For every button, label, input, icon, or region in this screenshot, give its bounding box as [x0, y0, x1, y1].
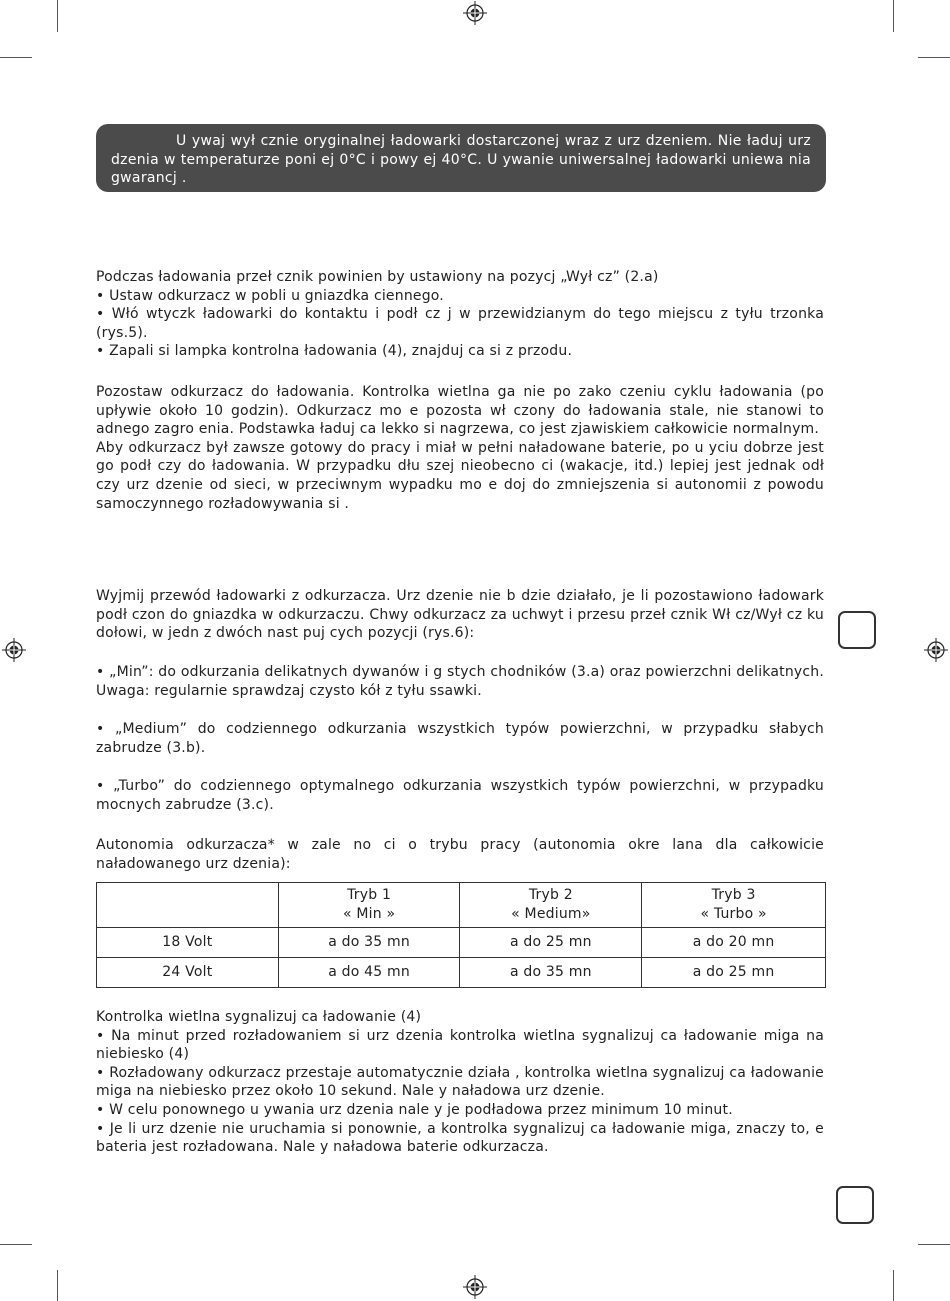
table-cell: a do 20 mn	[642, 928, 826, 958]
crop-mark	[918, 57, 950, 58]
language-tab-box	[838, 611, 876, 649]
table-cell: a do 35 mn	[278, 928, 460, 958]
mode-turbo	[96, 777, 824, 814]
usage-intro	[96, 587, 824, 643]
registration-mark-icon	[463, 1, 487, 25]
indicator-item: • Na minut przed rozładowaniem si urz dzenia kontrolka wietlna sygnalizuj ca ładowanie miga na niebiesko (4)	[96, 1027, 824, 1063]
table-cell: a do 35 mn	[460, 958, 642, 988]
mode-medium-text: • „Medium” do codziennego odkurzania wszystkich typów powierzchni, w przypadku słabych zabrudze (3.b).	[96, 721, 824, 756]
table-header-cell	[642, 883, 826, 928]
charging-step: • Ustaw odkurzacz w pobli u gniazdka ciennego.	[96, 287, 444, 304]
charging-instructions	[96, 268, 824, 361]
mode-min	[96, 663, 824, 700]
charging-notes	[96, 383, 824, 513]
registration-mark-icon	[2, 638, 26, 662]
mode-min-text: • „Min”: do odkurzania delikatnych dywanów i g stych chodników (3.a) oraz powierzchni delikatnych. Uwaga: regularnie sprawdzaj czysto kół z tyłu ssawki.	[96, 664, 824, 699]
indicator-section	[96, 1008, 824, 1157]
crop-mark	[918, 1244, 950, 1245]
mode-name: « Medium»	[511, 906, 591, 922]
charging-intro: Podczas ładowania przeł cznik powinien by ustawiony na pozycj „Wył cz” (2.a)	[96, 269, 659, 285]
charging-paragraph: Aby odkurzacz był zawsze gotowy do pracy i miał w pełni naładowane baterie, po u yciu dobrze jest go podł czy do ładowania. W przypadku dłu szej nieobecno ci (wakacje, itd.) lepiej jest jednak odł czy urz dzenie od sieci, w przeciwnym wypadku mo e doj do zmniejszenia si autonomii z powodu samoczynnego rozładowywania si .	[96, 439, 824, 512]
crop-mark	[893, 1270, 894, 1301]
table-header-cell	[278, 883, 460, 928]
table-cell: a do 45 mn	[278, 958, 460, 988]
mode-turbo-text: • „Turbo” do codziennego optymalnego odkurzania wszystkich typów powierzchni, w przypadku mocnych zabrudze (3.c).	[96, 778, 824, 813]
table-cell: a do 25 mn	[642, 958, 826, 988]
table-cell: a do 25 mn	[460, 928, 642, 958]
indicator-item: • Rozładowany odkurzacz przestaje automatycznie działa , kontrolka wietlna sygnalizuj ca ładowanie miga na niebiesko przez około 10 sekund. Nale y naładowa urz dzenie.	[96, 1064, 824, 1100]
usage-paragraph: Wyjmij przewód ładowarki z odkurzacza. Urz dzenie nie b dzie działało, je li pozostawiono ładowark podł czon do gniazdka w odkurzaczu. Chwy odkurzacz za uchwyt i przesu przeł cznik Wł cz/Wył cz ku dołowi, w jedn z dwóch nast puj cych pozycji (rys.6):	[96, 588, 824, 642]
crop-mark	[0, 57, 32, 58]
table-header-row	[97, 883, 826, 928]
voltage-label: 18 Volt	[97, 928, 279, 958]
warning-banner	[96, 124, 826, 192]
table-row	[97, 928, 826, 958]
warning-text: U ywaj wył cznie oryginalnej ładowarki dostarczonej wraz z urz dzeniem. Nie ładuj urz dzenia w temperaturze poni ej 0°C i powy ej 40°C. U ywanie uniwersalnej ładowarki uniewa nia gwarancj .	[111, 133, 811, 186]
indicator-title: Kontrolka wietlna sygnalizuj ca ładowanie (4)	[96, 1009, 422, 1025]
table-row	[97, 958, 826, 988]
indicator-item: • Je li urz dzenie nie uruchamia si ponownie, a kontrolka sygnalizuj ca ładowanie miga, znaczy to, e bateria jest rozładowana. Nale y naładowa baterie odkurzacza.	[96, 1120, 824, 1156]
autonomy-table	[96, 882, 826, 988]
mode-number: Tryb 1	[347, 887, 392, 903]
autonomy-intro-text: Autonomia odkurzacza* w zale no ci o trybu pracy (autonomia okre lana dla całkowicie naładowanego urz dzenia):	[96, 837, 824, 872]
charging-step: • Zapali si lampka kontrolna ładowania (4), znajduj ca si z przodu.	[96, 343, 573, 360]
charging-step: • Włó wtyczk ładowarki do kontaktu i podł cz j w przewidzianym do tego miejscu z tyłu trzonka (rys.5).	[96, 306, 824, 341]
crop-mark	[0, 1244, 32, 1245]
mode-medium	[96, 720, 824, 757]
page-number-box	[836, 1186, 874, 1224]
crop-mark	[57, 1270, 58, 1301]
table-header-cell	[460, 883, 642, 928]
mode-number: Tryb 2	[528, 887, 573, 903]
charging-paragraph: Pozostaw odkurzacz do ładowania. Kontrolka wietlna ga nie po zako czeniu cyklu ładowania (po upływie około 10 godzin). Odkurzacz mo e pozosta wł czony do ładowania stale, nie stanowi to adnego zagro enia. Podstawka ładuj ca lekko si nagrzewa, co jest zjawiskiem całkowicie normalnym.	[96, 384, 824, 438]
crop-mark	[893, 0, 894, 32]
mode-name: « Turbo »	[700, 906, 767, 922]
indicator-item: • W celu ponownego u ywania urz dzenia nale y je podładowa przez minimum 10 minut.	[96, 1101, 733, 1118]
table-header-cell-empty	[97, 883, 279, 928]
voltage-label: 24 Volt	[97, 958, 279, 988]
registration-mark-icon	[924, 638, 948, 662]
mode-number: Tryb 3	[711, 887, 756, 903]
autonomy-intro	[96, 836, 824, 873]
registration-mark-icon	[463, 1275, 487, 1299]
crop-mark	[57, 0, 58, 32]
mode-name: « Min »	[342, 906, 396, 922]
